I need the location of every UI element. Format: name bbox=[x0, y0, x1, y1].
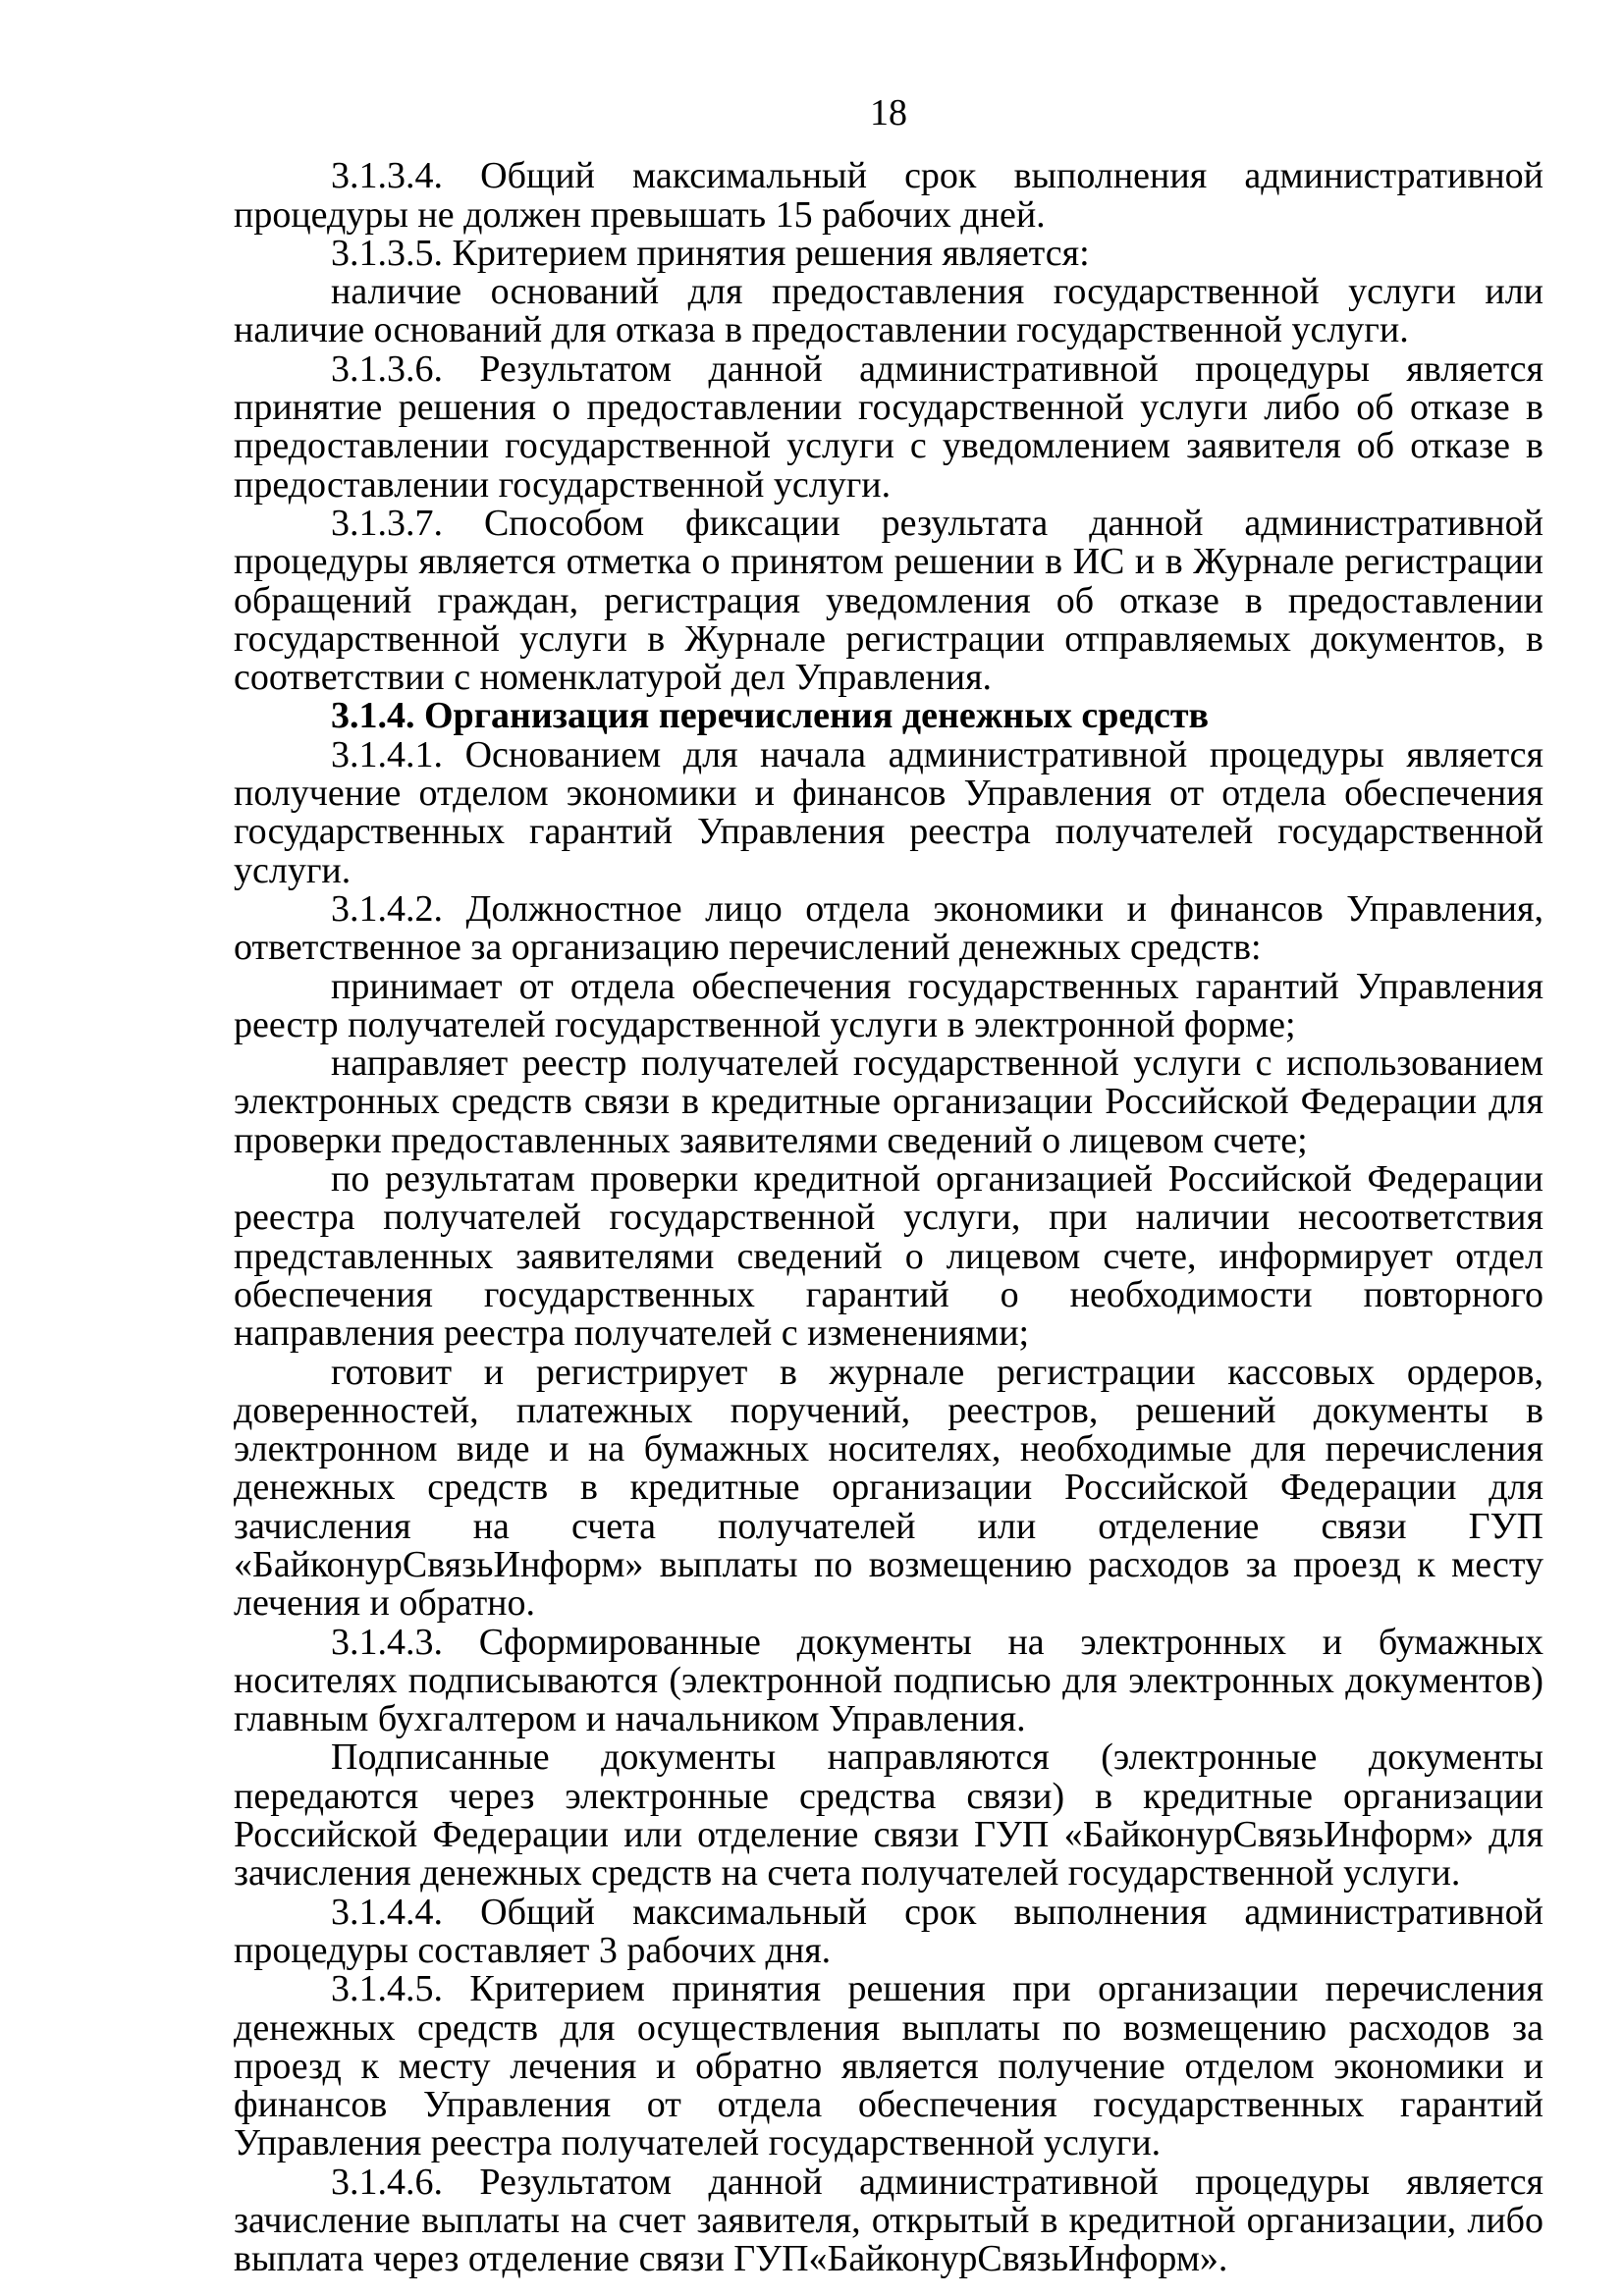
paragraph: готовит и регистрирует в журнале регистрации кассовых ордеров, доверенностей, платежных поручений, реестров, решений документы в электронном виде и на бумажных носителях, необходимые для перечисления денежных средств в кредитные организации Российской Федерации для зачисления на счета получателей или отделение связи ГУП «БайконурСвязьИнформ» выплаты по возмещению расходов за проезд к месту лечения и обратно. bbox=[234, 1351, 1543, 1625]
paragraph: Подписанные документы направляются (электронные документы передаются через электронные средства связи) в кредитные организации Российской Федерации или отделение связи ГУП «БайконурСвязьИнформ» для зачисления денежных средств на счета получателей государственной услуги. bbox=[234, 1736, 1543, 1895]
paragraph: 3.1.4.2. Должностное лицо отдела экономики и финансов Управления, ответственное за организацию перечислений денежных средств: bbox=[234, 887, 1543, 969]
paragraph: 3.1.4.5. Критерием принятия решения при организации перечисления денежных средств для осуществления выплаты по возмещению расходов за проезд к месту лечения и обратно является получение отделом экономики и финансов Управления от отдела обеспечения государственных гарантий Управления реестра получателей государственной услуги. bbox=[234, 1968, 1543, 2164]
paragraph: наличие оснований для предоставления государственной услуги или наличие оснований для отказа в предоставлении государственной услуги. bbox=[234, 271, 1543, 351]
page-number: 18 bbox=[870, 92, 907, 133]
paragraph: по результатам проверки кредитной организацией Российской Федерации реестра получателей государственной услуги, при наличии несоответствия представленных заявителями сведений о лицевом счете, информирует отдел обеспечения государственных гарантий о необходимости повторного направления реестра получателей с изменениями; bbox=[234, 1158, 1543, 1355]
section-heading: 3.1.4. Организация перечисления денежных средств bbox=[331, 695, 1210, 737]
paragraph: 3.1.3.5. Критерием принятия решения является: bbox=[331, 232, 1090, 274]
paragraph: 3.1.4.3. Сформированные документы на электронных и бумажных носителях подписываются (электронной подписью для электронных документов) главным бухгалтером и начальником Управления. bbox=[234, 1621, 1543, 1740]
paragraph: 3.1.3.4. Общий максимальный срок выполнения административной процедуры не должен превышать 15 рабочих дней. bbox=[234, 155, 1543, 236]
paragraph: 3.1.3.7. Способом фиксации результата данной административной процедуры является отметка о принятом решении в ИС и в Журнале регистрации обращений граждан, регистрация уведомления об отказе в предоставлении государственной услуги в Журнале регистрации отправляемых документов, в соответствии с номенклатурой дел Управления. bbox=[234, 502, 1543, 699]
paragraph: 3.1.4.1. Основанием для начала административной процедуры является получение отделом экономики и финансов Управления от отдела обеспечения государственных гарантий Управления реестра получателей государственной услуги. bbox=[234, 733, 1543, 891]
paragraph: 3.1.4.6. Результатом данной административной процедуры является зачисление выплаты на счет заявителя, открытый в кредитной организации, либо выплата через отделение связи ГУП«БайконурСвязьИнформ». bbox=[234, 2161, 1543, 2280]
paragraph: принимает от отдела обеспечения государственных гарантий Управления реестр получателей государственной услуги в электронной форме; bbox=[234, 965, 1543, 1045]
paragraph: 3.1.3.6. Результатом данной административной процедуры является принятие решения о предоставлении государственной услуги либо об отказе в предоставлении государственной услуги с уведомлением заявителя об отказе в предоставлении государственной услуги. bbox=[234, 347, 1543, 506]
paragraph: направляет реестр получателей государственной услуги с использованием электронных средств связи в кредитные организации Российской Федерации для проверки предоставленных заявителями сведений о лицевом счете; bbox=[234, 1042, 1543, 1161]
document-body bbox=[234, 157, 1543, 2278]
paragraph: 3.1.4.4. Общий максимальный срок выполнения административной процедуры составляет 3 рабочих дня. bbox=[234, 1891, 1543, 1971]
